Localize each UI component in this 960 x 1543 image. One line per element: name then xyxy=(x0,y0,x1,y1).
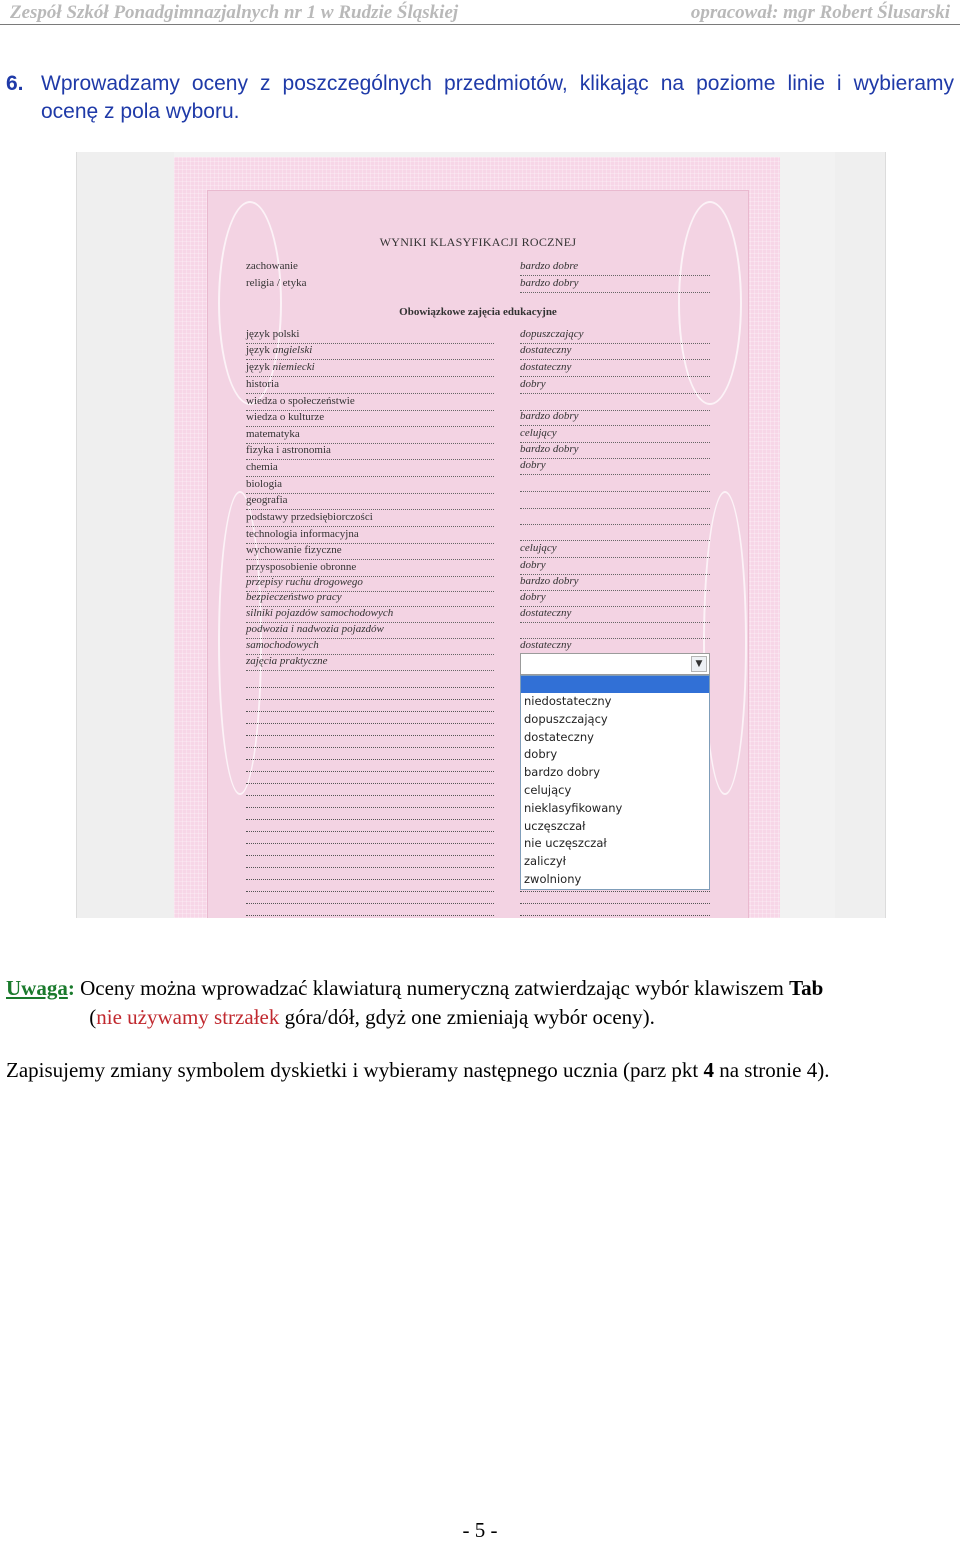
subject-name: język polski xyxy=(246,328,494,344)
dropdown-highlight[interactable] xyxy=(521,676,709,693)
subject-name xyxy=(246,344,494,360)
grade-field[interactable] xyxy=(520,493,710,509)
behavior-subject: zachowanie xyxy=(246,260,298,272)
page-number: - 5 - xyxy=(462,1518,498,1542)
browser-margin-left xyxy=(77,152,174,918)
note-text-2: góra/dół, gdyż one zmieniają wybór oceny). xyxy=(279,1005,655,1029)
empty-subject-line[interactable] xyxy=(246,855,494,856)
empty-grade-line[interactable] xyxy=(520,915,710,916)
subject-name: wiedza o kulturze xyxy=(246,411,494,427)
grade-field[interactable]: celujący xyxy=(520,542,710,558)
dropdown-option[interactable]: zaliczył xyxy=(524,854,566,869)
save-text-end: na stronie 4). xyxy=(713,1058,830,1082)
empty-subject-line[interactable] xyxy=(246,891,494,892)
grade-field[interactable]: dostateczny xyxy=(520,344,710,360)
dropdown-option[interactable]: uczęszczał xyxy=(524,818,586,833)
subject-name: zajęcia praktyczne xyxy=(246,655,494,671)
empty-subject-line[interactable] xyxy=(246,831,494,832)
grade-field[interactable]: bardzo dobry xyxy=(520,410,710,426)
grade-field[interactable] xyxy=(520,525,710,541)
note-text: Oceny można wprowadzać klawiaturą numeryczną zatwierdzając wybór klawiszem xyxy=(74,976,790,1000)
empty-grade-line[interactable] xyxy=(520,903,710,904)
section-title: Obowiązkowe zajęcia edukacyjne xyxy=(399,306,557,318)
empty-subject-line[interactable] xyxy=(246,843,494,844)
behavior-grade[interactable]: bardzo dobre xyxy=(520,260,710,276)
empty-subject-line[interactable] xyxy=(246,819,494,820)
subject-prefix: język xyxy=(246,344,270,356)
empty-subject-line[interactable] xyxy=(246,759,494,760)
note-colon: : xyxy=(67,976,75,1000)
note-paragraph xyxy=(6,974,954,1032)
subject-name: technologia informacyjna xyxy=(246,528,494,544)
subject-name: fizyka i astronomia xyxy=(246,444,494,460)
empty-subject-line[interactable] xyxy=(246,783,494,784)
empty-subject-line[interactable] xyxy=(246,711,494,712)
dropdown-option[interactable]: bardzo dobry xyxy=(524,765,601,780)
subject-name: historia xyxy=(246,378,494,394)
certificate-frame xyxy=(207,190,749,918)
subject-name: przepisy ruchu drogowego xyxy=(246,576,494,592)
dropdown-option[interactable]: nie uczęszczał xyxy=(524,836,607,851)
dropdown-option[interactable]: dopuszczający xyxy=(524,711,608,726)
empty-subject-line[interactable] xyxy=(246,735,494,736)
save-instruction xyxy=(6,1056,829,1084)
page-header xyxy=(0,0,960,25)
grade-field[interactable]: bardzo dobry xyxy=(520,575,710,591)
step-number: 6. xyxy=(6,72,24,95)
grade-field[interactable] xyxy=(520,623,710,639)
empty-subject-line[interactable] xyxy=(246,747,494,748)
subject-language: angielski xyxy=(272,344,313,356)
grade-field[interactable]: dobry xyxy=(520,591,710,607)
browser-margin-right xyxy=(835,152,885,918)
empty-subject-line[interactable] xyxy=(246,723,494,724)
subject-name: chemia xyxy=(246,461,494,477)
subject-name: bezpieczeństwo pracy xyxy=(246,591,494,607)
grade-field[interactable]: dopuszczający xyxy=(520,328,710,344)
subject-name xyxy=(246,361,494,377)
empty-subject-line[interactable] xyxy=(246,699,494,700)
behavior-subject: religia / etyka xyxy=(246,277,307,289)
header-author: opracował: mgr Robert Ślusarski xyxy=(690,2,950,23)
subject-name: wiedza o społeczeństwie xyxy=(246,395,494,411)
subject-name: biologia xyxy=(246,478,494,494)
save-text: Zapisujemy zmiany symbolem dyskietki i wybieramy następnego ucznia (parz pkt xyxy=(6,1058,704,1082)
dropdown-option[interactable]: dobry xyxy=(524,747,558,762)
empty-subject-line[interactable] xyxy=(246,867,494,868)
grade-field[interactable] xyxy=(520,476,710,492)
subject-name: podwozia i nadwozia pojazdów xyxy=(246,623,494,639)
save-point-number: 4 xyxy=(703,1058,714,1082)
grade-field[interactable]: bardzo dobry xyxy=(520,443,710,459)
grade-field[interactable]: dobry xyxy=(520,459,710,475)
subject-name: podstawy przedsiębiorczości xyxy=(246,511,494,527)
subject-language: niemiecki xyxy=(272,361,315,373)
subject-name: samochodowych xyxy=(246,639,494,655)
grade-field[interactable]: dostateczny xyxy=(520,607,710,623)
certificate-title: WYNIKI KLASYFIKACJI ROCZNEJ xyxy=(379,235,577,249)
grade-field[interactable]: celujący xyxy=(520,427,710,443)
subject-name: geografia xyxy=(246,494,494,510)
dropdown-option[interactable]: nieklasyfikowany xyxy=(524,800,623,815)
subject-name: silniki pojazdów samochodowych xyxy=(246,607,494,623)
empty-subject-line[interactable] xyxy=(246,915,494,916)
step-text: Wprowadzamy oceny z poszczególnych przedmiotów, klikając na poziome linie i wybieramy ocenę z pola wyboru. xyxy=(41,72,954,123)
empty-subject-line[interactable] xyxy=(246,795,494,796)
empty-grade-line[interactable] xyxy=(520,891,710,892)
empty-subject-line[interactable] xyxy=(246,903,494,904)
grade-dropdown-list[interactable] xyxy=(520,675,710,890)
grade-select[interactable] xyxy=(520,653,710,675)
grade-field[interactable]: dostateczny xyxy=(520,639,710,655)
grade-field[interactable]: dobry xyxy=(520,559,710,575)
grade-field[interactable] xyxy=(520,509,710,525)
subject-name: przysposobienie obronne xyxy=(246,561,494,577)
subject-name: wychowanie fizyczne xyxy=(246,544,494,560)
note-label: Uwaga xyxy=(6,976,68,1000)
empty-subject-line[interactable] xyxy=(246,771,494,772)
header-school-name: Zespół Szkół Ponadgimnazjalnych nr 1 w Rudzie Śląskiej xyxy=(10,2,459,23)
grade-field[interactable]: dobry xyxy=(520,378,710,394)
grade-field[interactable]: dostateczny xyxy=(520,361,710,377)
empty-subject-line[interactable] xyxy=(246,879,494,880)
subject-prefix: język xyxy=(246,361,270,373)
note-warning: nie używamy strzałek xyxy=(96,1005,280,1029)
note-open: ( xyxy=(84,1005,97,1029)
dropdown-option[interactable]: celujący xyxy=(524,782,572,797)
dropdown-option[interactable]: dostateczny xyxy=(524,729,594,744)
empty-subject-line[interactable] xyxy=(246,687,494,688)
subject-name: matematyka xyxy=(246,428,494,444)
dropdown-option[interactable]: zwolniony xyxy=(524,871,582,886)
dropdown-option[interactable]: niedostateczny xyxy=(524,694,612,708)
chevron-down-icon[interactable]: ▼ xyxy=(691,656,707,672)
embedded-screenshot xyxy=(76,152,886,918)
note-key: Tab xyxy=(789,976,824,1000)
certificate-page xyxy=(174,157,780,918)
grade-field[interactable] xyxy=(520,395,710,411)
empty-subject-line[interactable] xyxy=(246,807,494,808)
behavior-grade[interactable]: bardzo dobry xyxy=(520,277,710,293)
